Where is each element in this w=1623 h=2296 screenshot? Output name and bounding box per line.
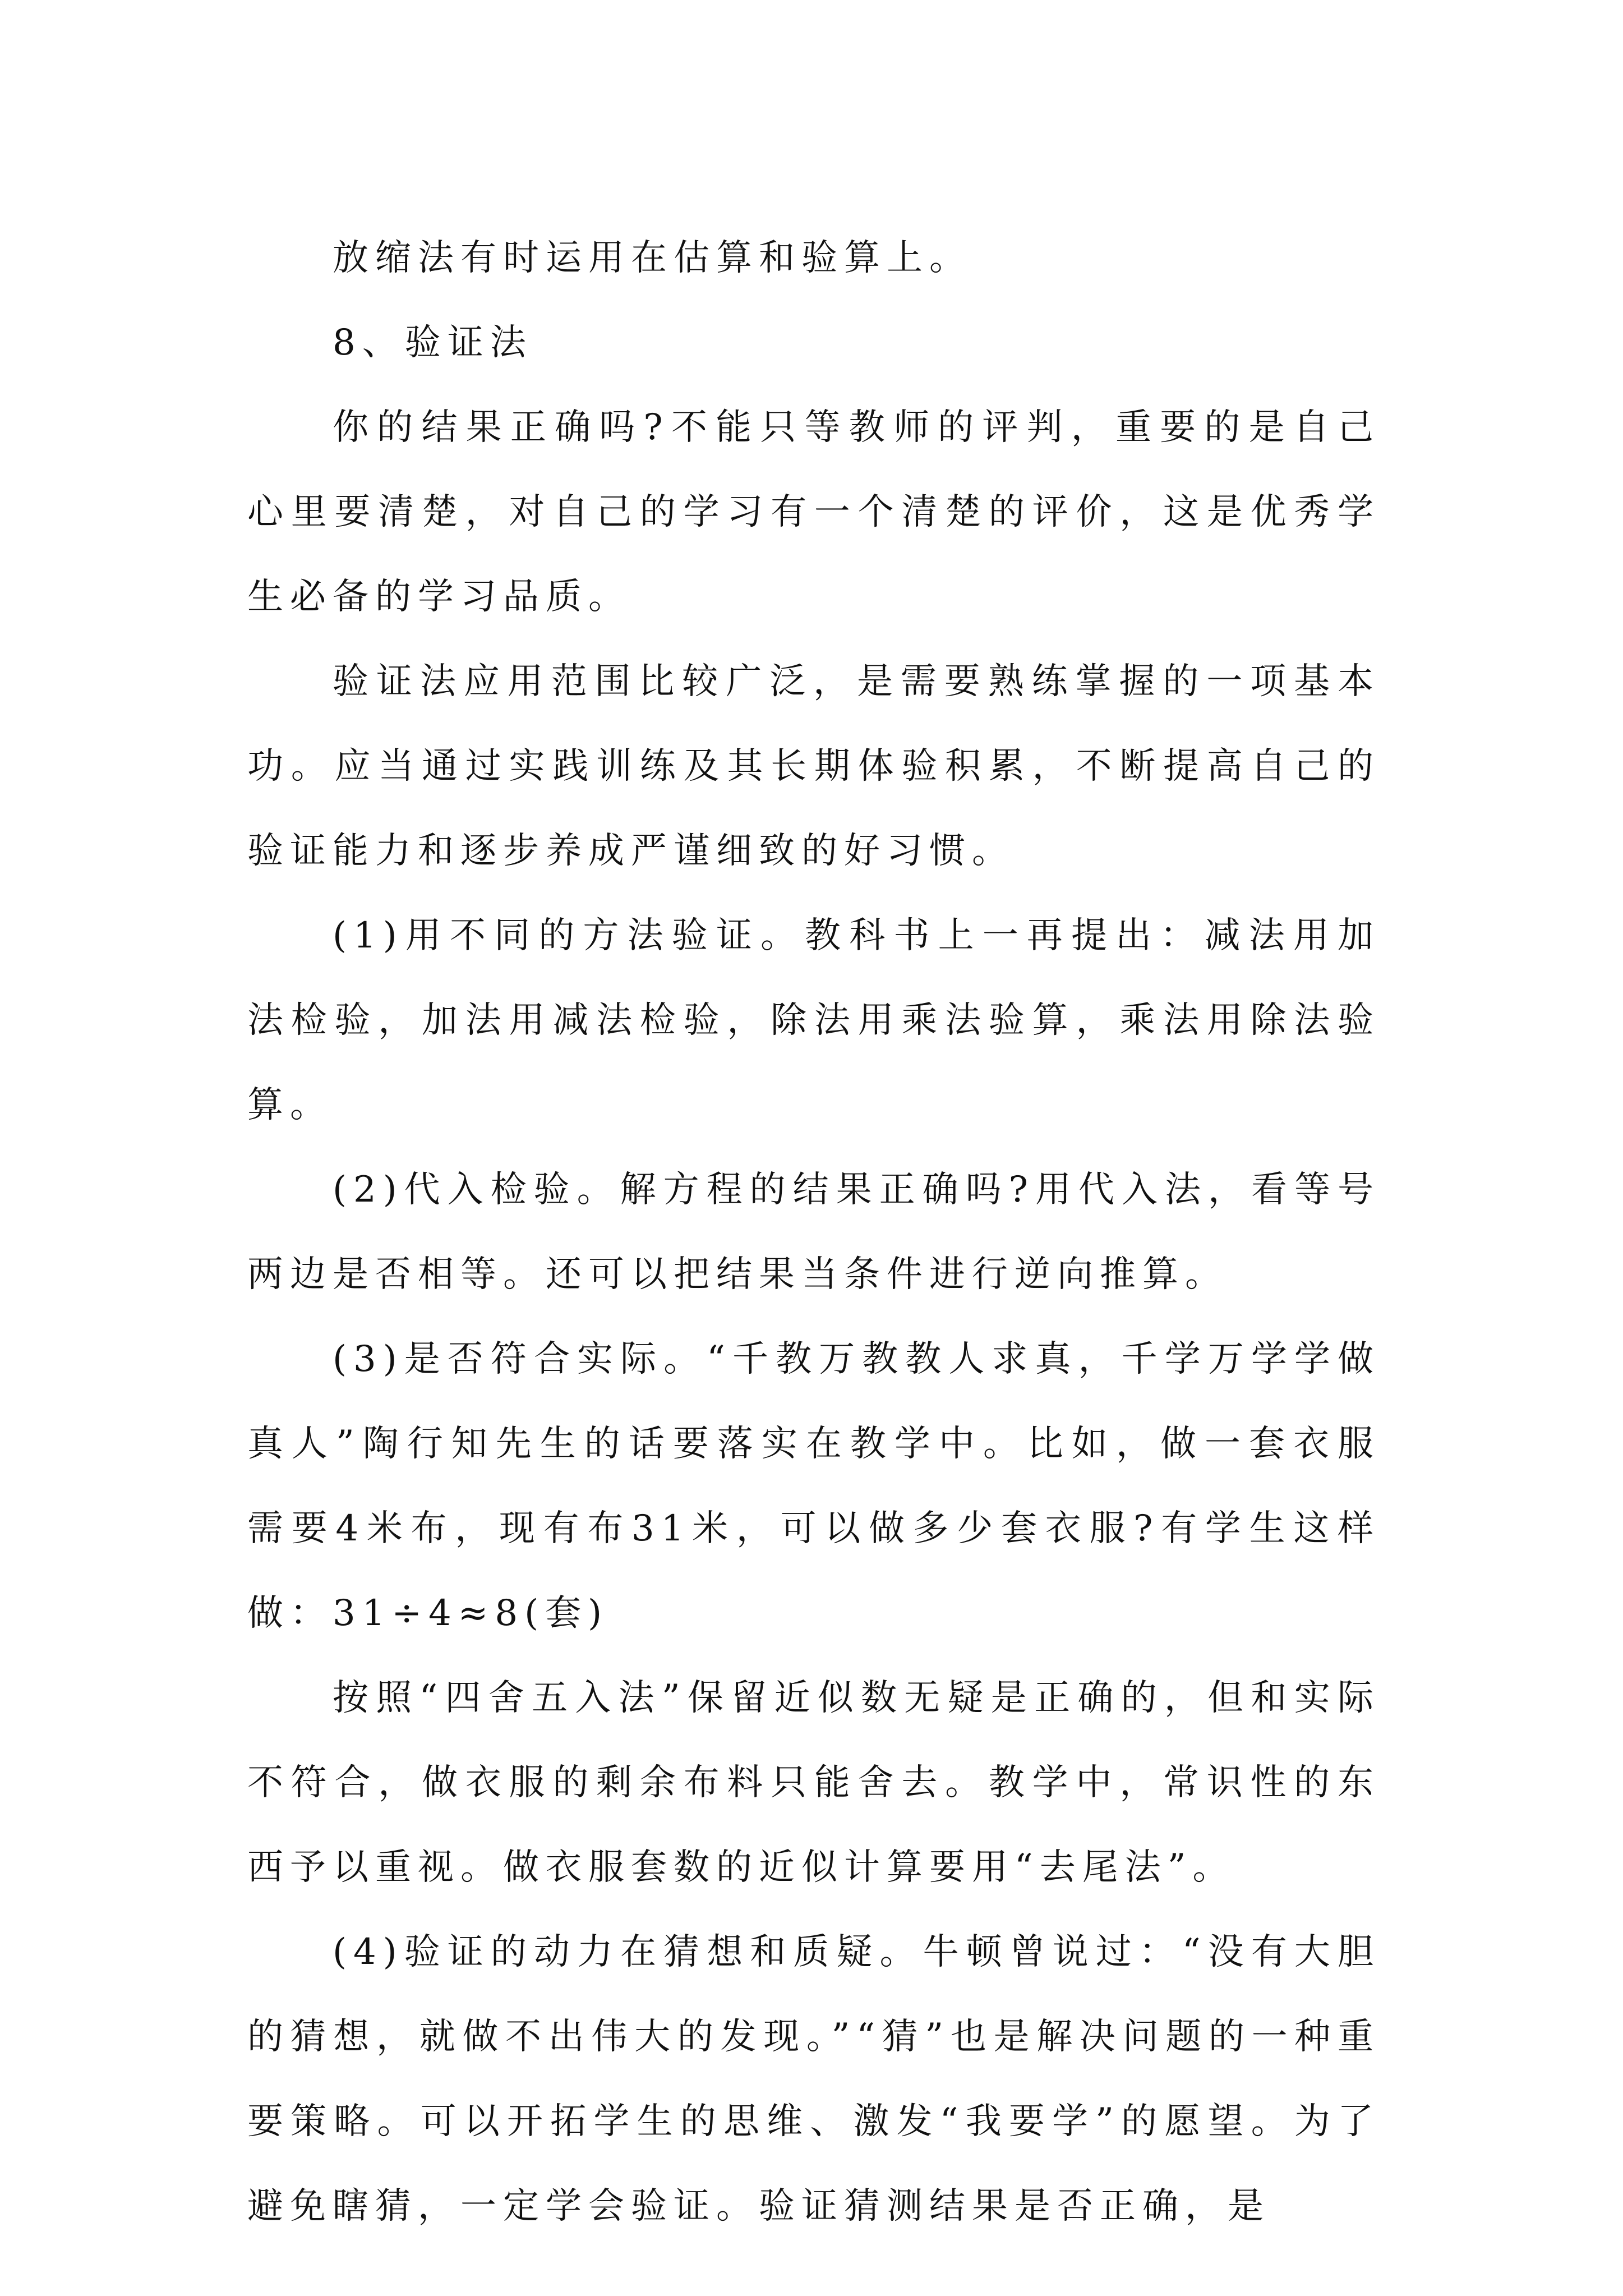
paragraph-verification-scope: 验证法应用范围比较广泛，是需要熟练掌握的一项基本功。应当通过实践训练及其长期体验积累，不断提高自己的验证能力和逐步养成严谨细致的好习惯。 — [247, 661, 1380, 872]
paragraph-rounding-note: 按照“四舍五入法”保留近似数无疑是正确的，但和实际不符合，做衣服的剩余布料只能舍去。教学中，常识性的东西予以重视。做衣服套数的近似计算要用“去尾法”。 — [247, 1677, 1380, 1888]
paragraph-estimation-note: 放缩法有时运用在估算和验算上。 — [333, 237, 972, 279]
section-heading-verification: 8、验证法 — [333, 322, 533, 364]
paragraph-self-check: 你的结果正确吗?不能只等教师的评判，重要的是自己心里要清楚，对自己的学习有一个清楚的评价，这是优秀学生必备的学习品质。 — [247, 407, 1380, 618]
body-text — [247, 216, 1380, 2249]
paragraph-item-2: (2)代入检验。解方程的结果正确吗?用代入法，看等号两边是否相等。还可以把结果当条件进行逆向推算。 — [247, 1169, 1380, 1295]
paragraph-item-1: (1)用不同的方法验证。教科书上一再提出：减法用加法检验，加法用减法检验，除法用乘法验算，乘法用除法验算。 — [247, 915, 1380, 1126]
paragraph-item-4: (4)验证的动力在猜想和质疑。牛顿曾说过：“没有大胆的猜想，就做不出伟大的发现。”“猜”也是解决问题的一种重要策略。可以开拓学生的思维、激发“我要学”的愿望。为了避免瞎猜，一定学会验证。验证猜测结果是否正确，是 — [247, 1931, 1380, 2227]
paragraph-item-3: (3)是否符合实际。“千教万教教人求真，千学万学学做真人”陶行知先生的话要落实在教学中。比如，做一套衣服需要4米布，现有布31米，可以做多少套衣服?有学生这样做：31÷4≈8(套) — [247, 1338, 1380, 1634]
